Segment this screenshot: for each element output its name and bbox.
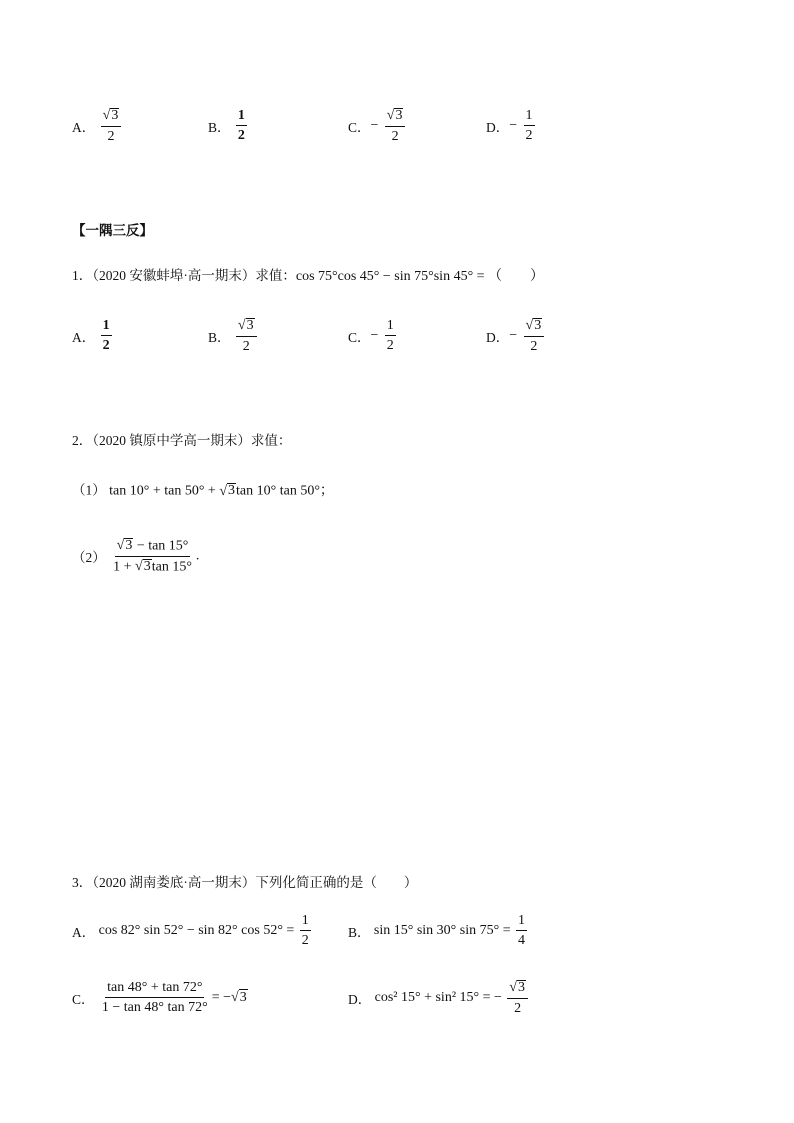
q1-option-d: D．− √ 3 2 xyxy=(486,318,546,354)
question-2: 2．（2020 镇原中学高一期末）求值： xyxy=(72,433,292,448)
q1-option-a: A． $\frac{1}{2}$ xyxy=(72,318,110,354)
q1-option-b: B． √ 3 2 xyxy=(208,318,259,354)
q2-part-2: （2） √ 3 − tan 15° 1 + √ 3 tan 15° . xyxy=(72,538,200,574)
top-option-d: D．− $\frac{1}{2}$ xyxy=(486,108,533,144)
fraction: $\frac{1}{2}$ xyxy=(525,108,533,144)
q3-option-b: B． sin 15° sin 30° sin 75° = $\frac{1}{4}$ xyxy=(348,913,525,949)
fraction: $\frac{1}{2}$ xyxy=(301,913,309,949)
top-option-c: C．− √ 3 2 xyxy=(348,108,407,144)
fraction: $\frac{1}{2}$ xyxy=(386,318,394,354)
fraction: √ 3 2 xyxy=(385,108,406,144)
q1-option-c: C．− $\frac{1}{2}$ xyxy=(348,318,394,354)
top-option-b: B． $\frac{1}{2}$ xyxy=(208,108,245,144)
fraction: $\frac{1}{2}$ xyxy=(237,108,245,144)
q3-option-c: C． $\frac{\tan 48^\circ + \tan 72^\circ}{1 - \tan 48^\circ \tan 72^\circ}$ = −√3 xyxy=(72,980,247,1016)
q3-option-a: A． cos 82° sin 52° − sin 82° cos 52° = $\frac{1}{2}$ xyxy=(72,913,309,949)
fraction: $\frac{1}{4}$ xyxy=(517,913,525,949)
fraction: $\frac{1}{2}$ xyxy=(102,318,110,354)
fraction: √ 3 2 xyxy=(101,108,122,144)
top-option-a: A． √ 3 2 xyxy=(72,108,123,144)
section-title: 【一隅三反】 xyxy=(72,223,153,238)
question-1: 1．（2020 安徽蚌埠·高一期末）求值：cos 75°cos 45° − sin 75°sin 45° = （ ） xyxy=(72,268,545,284)
question-3: 3．（2020 湖南娄底·高一期末）下列化简正确的是（ ） xyxy=(72,875,418,890)
q2-part-1: （1） tan 10° + tan 50° + √ 3 tan 10° tan 50°； xyxy=(72,482,334,499)
fraction: √ 3 2 xyxy=(524,318,545,354)
fraction: √ 3 − tan 15° 1 + √ 3 tan 15° xyxy=(113,538,192,574)
fraction: √ 3 2 xyxy=(236,318,257,354)
fraction: $\frac{\tan 48^\circ + \tan 72^\circ}{1 - \tan 48^\circ \tan 72^\circ}$ xyxy=(101,980,208,1016)
fraction: √ 3 2 xyxy=(507,980,528,1016)
q3-option-d: D． cos² 15° + sin² 15° = − √ 3 2 xyxy=(348,980,530,1016)
